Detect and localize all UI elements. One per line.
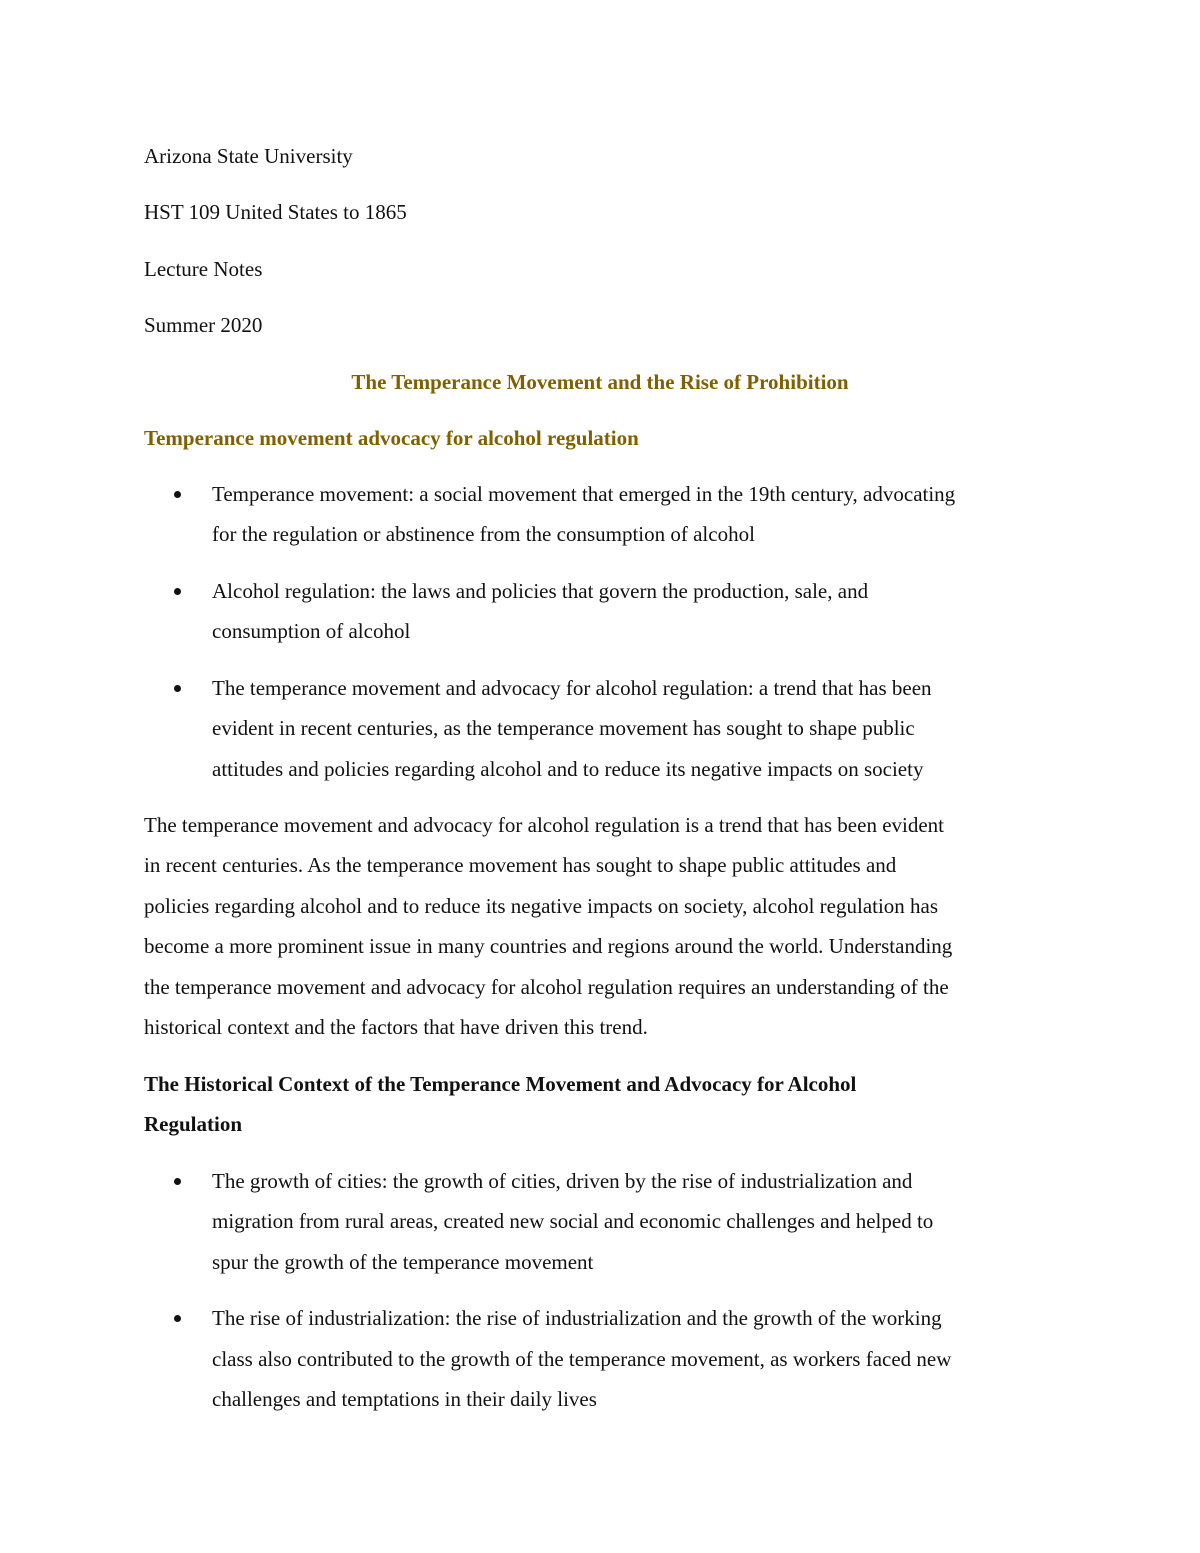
list-item-line: attitudes and policies regarding alcohol and to reduce its negative impacts on society [212, 757, 924, 781]
list-item-line: Temperance movement: a social movement that emerged in the 19th century, advocating [212, 482, 956, 506]
document-title: The Temperance Movement and the Rise of Prohibition [351, 370, 849, 394]
course-name: HST 109 United States to 1865 [144, 200, 407, 224]
paragraph-line: policies regarding alcohol and to reduce its negative impacts on society, alcohol regulation has [144, 894, 939, 918]
list-item-line: class also contributed to the growth of the temperance movement, as workers faced new [212, 1347, 952, 1371]
list-item-line: consumption of alcohol [212, 619, 411, 643]
list-item-line: The rise of industrialization: the rise of industrialization and the growth of the working [212, 1306, 942, 1330]
section-heading: The Historical Context of the Temperance Movement and Advocacy for Alcohol [144, 1072, 857, 1096]
list-item-line: Alcohol regulation: the laws and policies that govern the production, sale, and [212, 579, 869, 603]
list-item-line: for the regulation or abstinence from the consumption of alcohol [212, 522, 755, 546]
term: Summer 2020 [144, 313, 263, 337]
document-type: Lecture Notes [144, 257, 263, 281]
bullet-icon [174, 685, 181, 692]
section-heading: Regulation [144, 1112, 243, 1136]
bullet-icon [174, 1178, 181, 1185]
list-item-line: The growth of cities: the growth of cities, driven by the rise of industrialization and [212, 1169, 913, 1193]
paragraph-line: The temperance movement and advocacy for alcohol regulation is a trend that has been evident [144, 813, 945, 837]
paragraph-line: historical context and the factors that have driven this trend. [144, 1015, 648, 1039]
list-item-line: challenges and temptations in their daily lives [212, 1387, 597, 1411]
list-item-line: evident in recent centuries, as the temperance movement has sought to shape public [212, 716, 915, 740]
bullet-icon [174, 491, 181, 498]
list-item-line: spur the growth of the temperance movement [212, 1250, 594, 1274]
paragraph-line: become a more prominent issue in many countries and regions around the world. Understanding [144, 934, 953, 958]
section-heading: Temperance movement advocacy for alcohol regulation [144, 426, 639, 450]
bullet-icon [174, 588, 181, 595]
institution-name: Arizona State University [144, 144, 353, 168]
list-item-line: migration from rural areas, created new social and economic challenges and helped to [212, 1209, 934, 1233]
paragraph-line: in recent centuries. As the temperance movement has sought to shape public attitudes and [144, 853, 897, 877]
list-item-line: The temperance movement and advocacy for alcohol regulation: a trend that has been [212, 676, 932, 700]
paragraph-line: the temperance movement and advocacy for alcohol regulation requires an understanding of the [144, 975, 949, 999]
bullet-icon [174, 1315, 181, 1322]
